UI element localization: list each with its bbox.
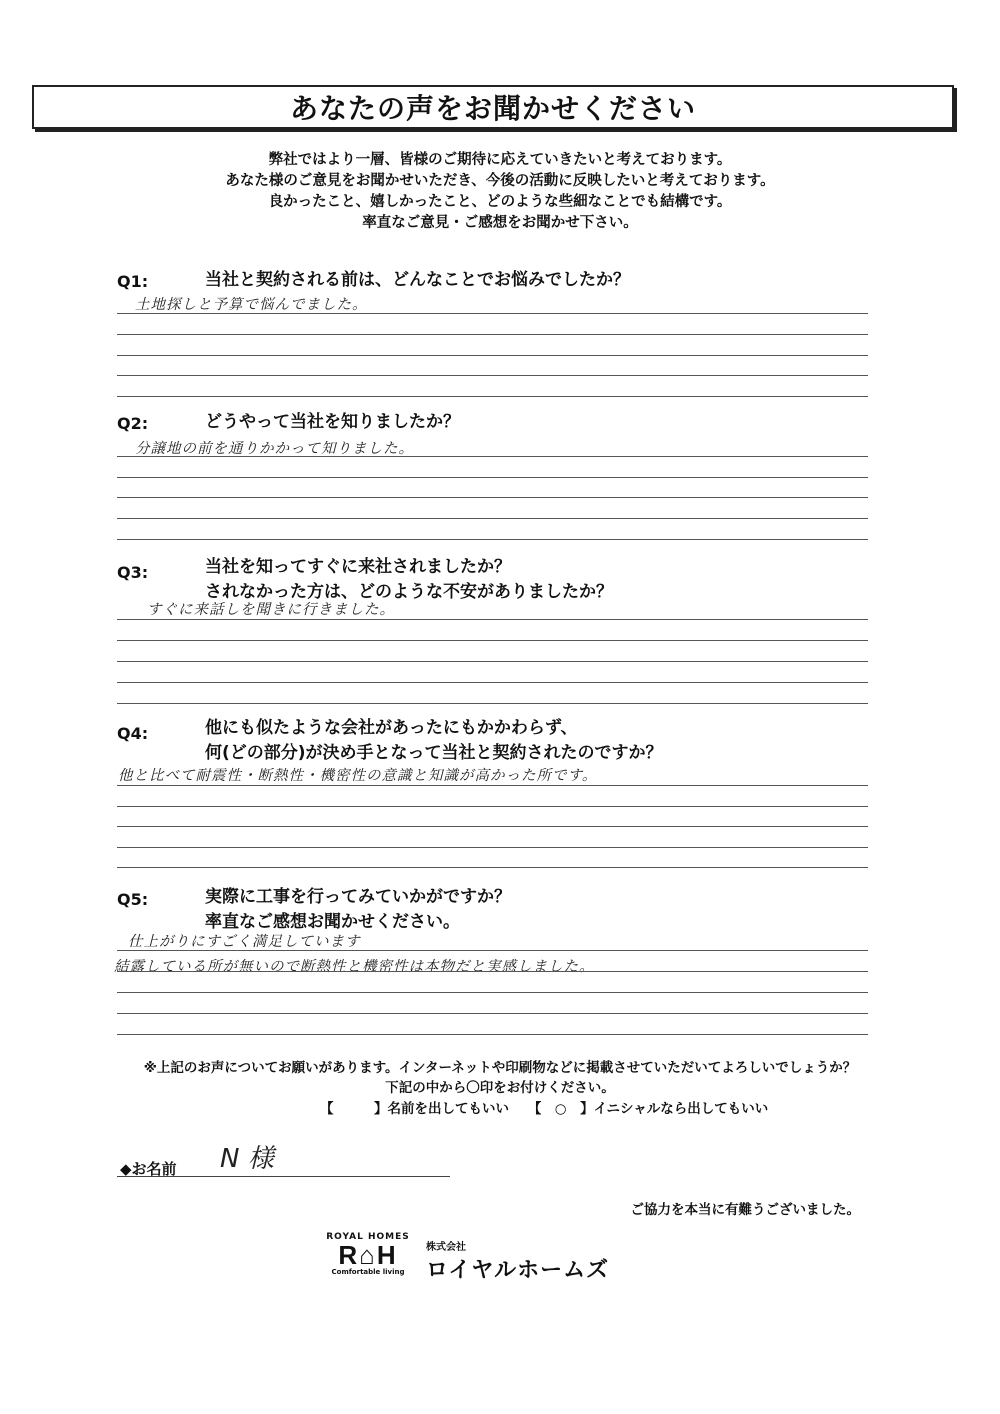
- request-line: 下記の中から〇印をお付けください。: [385, 1080, 615, 1096]
- q5-question-line: 実際に工事を行ってみていかがですか？: [205, 887, 511, 907]
- q2-label: Q2:: [117, 414, 149, 433]
- request-line: ※上記のお声についてお願いがあります。インターネットや印刷物などに掲載させていただいてよろしいでしょうか？: [143, 1060, 857, 1076]
- initial-ok-label: イニシャルなら出してもいい: [593, 1101, 769, 1117]
- answer-line: [117, 806, 868, 807]
- q5-answer-line-1: 仕上がりにすごく満足しています: [128, 934, 361, 950]
- q4-label: Q4:: [117, 724, 149, 743]
- name-ok-checkbox[interactable]: 【 】: [320, 1101, 388, 1117]
- thanks-text: ご協力を本当に有難うございました。: [630, 1202, 860, 1218]
- q5-question-line: 率直なご感想お聞かせください。: [205, 912, 460, 932]
- q3-answer: すぐに来話しを聞きに行きました。: [147, 602, 395, 618]
- answer-line: [117, 456, 868, 457]
- answer-line: [117, 1013, 868, 1014]
- logo-rh-icon: R⌂H: [338, 1240, 398, 1270]
- company-name-block: [426, 1238, 609, 1284]
- q5-question: [205, 885, 511, 935]
- q1-question-line: 当社と契約される前は、どんなことでお悩みでしたか？: [205, 270, 630, 290]
- answer-line: [117, 640, 868, 641]
- company-name: ロイヤルホームズ: [426, 1258, 610, 1283]
- answer-line: [117, 539, 868, 540]
- q4-question: [205, 716, 663, 766]
- page-title: あなたの声をお聞かせください: [32, 85, 954, 129]
- intro-line: 良かったこと、嬉しかったこと、どのような些細なことでも結構です。: [268, 194, 732, 210]
- q4-question-line: 他にも似たような会社があったにもかかわらず、: [205, 718, 578, 738]
- q3-question-line: 当社を知ってすぐに来社されましたか？: [205, 557, 511, 577]
- intro-text: [0, 150, 1000, 234]
- q4-answer: 他と比べて耐震性・断熱性・機密性の意識と知識が高かった所です。: [118, 768, 598, 784]
- answer-line: [117, 396, 868, 397]
- q1-question: [205, 268, 630, 293]
- name-label: ◆お名前: [120, 1160, 177, 1178]
- publication-choices: [320, 1097, 768, 1117]
- answer-line: [117, 950, 868, 951]
- q3-question-line: されなかった方は、どのような不安がありましたか？: [205, 582, 613, 602]
- answer-line: [117, 971, 868, 972]
- answer-line: [117, 826, 868, 827]
- answer-line: [117, 497, 868, 498]
- answer-line: [117, 867, 868, 868]
- logo-tagline: Comfortable living: [331, 1268, 405, 1276]
- name-ok-label: 名前を出してもいい: [387, 1101, 509, 1117]
- answer-line: [117, 682, 868, 683]
- answer-line: [117, 661, 868, 662]
- intro-line: 弊社ではより一層、皆様のご期待に応えていきたいと考えております。: [268, 152, 732, 168]
- answer-line: [117, 785, 868, 786]
- answer-line: [117, 518, 868, 519]
- answer-line: [117, 334, 868, 335]
- answer-line: [117, 992, 868, 993]
- answer-line: [117, 847, 868, 848]
- answer-line: [117, 313, 868, 314]
- rh-logo-mark: [322, 1232, 414, 1292]
- q5-answer-line-2: 結露している所が無いので断熱性と機密性は本物だと実感しました。: [114, 959, 595, 975]
- answer-line: [117, 703, 868, 704]
- answer-line: [117, 1034, 868, 1035]
- intro-line: 率直なご意見・ご感想をお聞かせ下さい。: [362, 215, 638, 231]
- intro-line: あなた様のご意見をお聞かせいただき、今後の活動に反映したいと考えております。: [225, 173, 775, 189]
- q2-answer: 分譲地の前を通りかかって知りました。: [135, 441, 414, 457]
- q3-label: Q3:: [117, 563, 149, 582]
- initial-ok-checkbox[interactable]: 【 ○ 】: [527, 1101, 594, 1117]
- q1-answer: 土地探しと予算で悩んでました。: [135, 297, 368, 313]
- publication-request: [0, 1058, 1000, 1098]
- q5-label: Q5:: [117, 890, 149, 909]
- answer-line: [117, 477, 868, 478]
- answer-line: [117, 619, 868, 620]
- q1-label: Q1:: [117, 272, 149, 291]
- name-underline: [117, 1176, 450, 1177]
- name-value: N 様: [220, 1144, 274, 1174]
- q2-question-line: どうやって当社を知りましたか？: [205, 412, 460, 432]
- answer-line: [117, 355, 868, 356]
- q2-question: [205, 410, 460, 435]
- logo-arc-text: ROYAL HOMES: [326, 1232, 410, 1242]
- answer-line: [117, 375, 868, 376]
- company-type: 株式会社: [426, 1242, 466, 1253]
- company-logo: [322, 1232, 652, 1292]
- q4-question-line: 何(どの部分)が決め手となって当社と契約されたのですか？: [205, 743, 663, 763]
